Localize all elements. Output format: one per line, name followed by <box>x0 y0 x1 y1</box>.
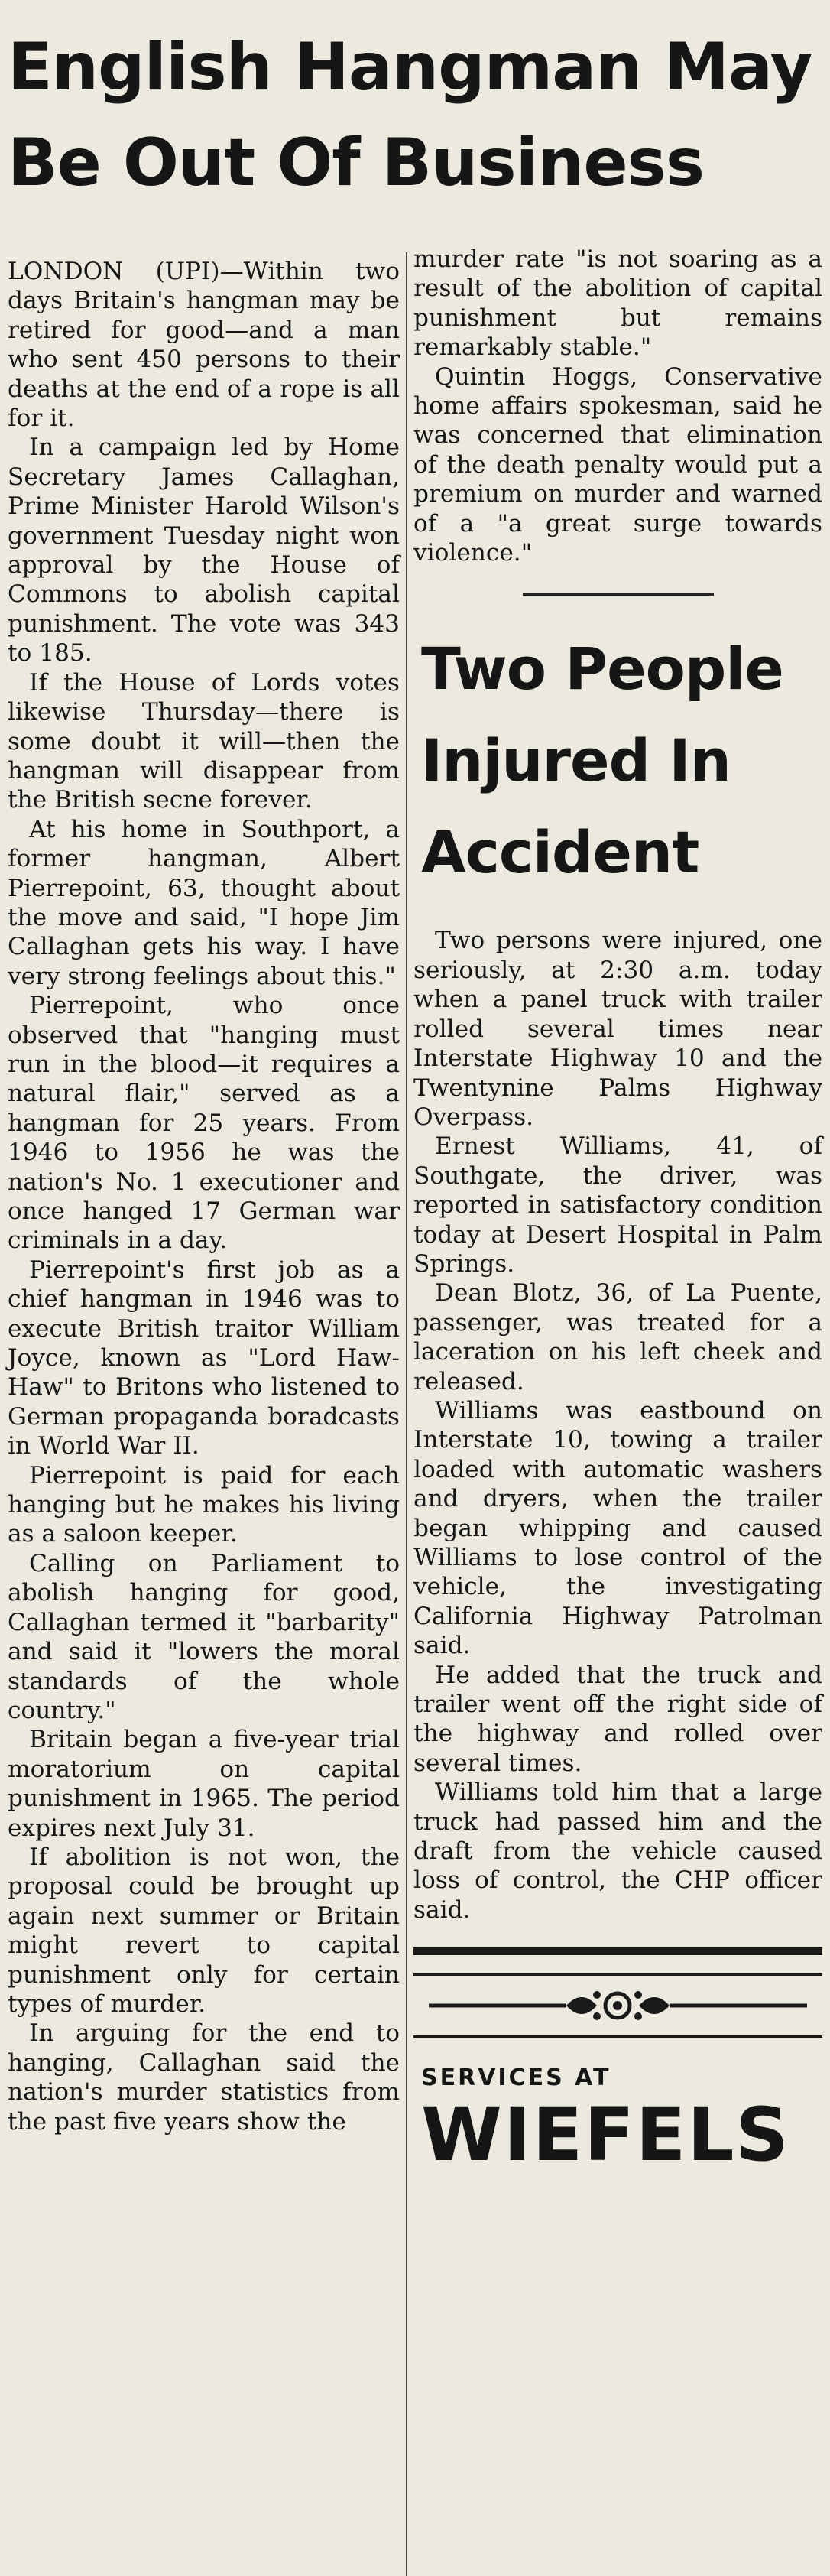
accident-paragraph: Ernest Williams, 41, of Southgate, the driver, was reported in satisfactory condition today at Desert Hospital in Palm Springs. <box>413 1132 822 1278</box>
headline-line-1: English Hangman May <box>8 29 812 106</box>
headline-line-2: Be Out Of Business <box>8 125 705 201</box>
article-paragraph: In arguing for the end to hanging, Callaghan said the nation's murder statistics from the past five years show the <box>8 2019 400 2136</box>
accident-paragraph: Williams told him that a large truck had passed him and the draft from the vehicle caused loss of control, the CHP officer said. <box>413 1779 822 1924</box>
article-paragraph: Pierrepoint is paid for each hanging but he makes his living as a saloon keeper. <box>8 1461 400 1548</box>
article-paragraph: Britain began a five-year trial moratorium on capital punishment in 1965. The period expires next July 31. <box>8 1726 400 1842</box>
article-paragraph: If abolition is not won, the proposal could be brought up again next summer or Britain might revert to capital punishment only for certain types of murder. <box>8 1843 400 2018</box>
article-paragraph: Pierrepoint, who once observed that "hanging must run in the blood—it requires a natural flair," served as a hangman for 25 years. From 1946 to 1956 he was the nation's No. 1 executioner and once hanged 17 German war criminals in a day. <box>8 992 400 1255</box>
article-paragraph: Quintin Hoggs, Conservative home affairs spokesman, said he was concerned that elimination of the death penalty would put a premium on murder and warned of a "a great surge towards violence." <box>413 362 822 567</box>
left-column <box>8 257 400 2136</box>
article-paragraph: If the House of Lords votes likewise Thursday—there is some doubt it will—then the hangman will disappear from the British secne forever. <box>8 668 400 814</box>
accident-headline <box>421 623 822 898</box>
article-paragraph: LONDON (UPI)—Within two days Britain's hangman may be retired for good—and a man who sent 450 persons to their deaths at the end of a rope is all for it. <box>8 258 400 433</box>
advert-services-label: SERVICES AT <box>421 2064 611 2092</box>
accident-paragraph: Williams was eastbound on Interstate 10, towing a trailer loaded with automatic washers and dryers, when the trailer began whipping and caused Williams to lose control of the vehicle, the investigating California Highway Patrolman said. <box>413 1396 822 1660</box>
advert-brand-name: WIEFELS <box>421 2091 790 2178</box>
article-paragraph: Pierrepoint's first job as a chief hangman in 1946 was to execute British traitor William Joyce, known as "Lord Haw-Haw" to Britons who listened to German propaganda boradcasts in World War II. <box>8 1256 400 1460</box>
article-paragraph: murder rate "is not soaring as a result of the abolition of capital punishment but remains remarkably stable." <box>413 245 822 362</box>
article-paragraph: In a campaign led by Home Secretary James Callaghan, Prime Minister Harold Wilson's government Tuesday night won approval by the House of Commons to abolish capital punishment. The vote was 343 to 185. <box>8 434 400 668</box>
accident-headline-line-3: Accident <box>421 818 699 887</box>
accident-headline-line-1: Two People <box>421 635 783 703</box>
right-column <box>413 245 822 2178</box>
advert-thin-rule-bottom <box>413 2035 822 2038</box>
article-headline <box>8 20 825 211</box>
accident-paragraph: He added that the truck and trailer went off the right side of the highway and rolled over several times. <box>413 1661 822 1777</box>
article-paragraph: At his home in Southport, a former hangman, Albert Pierrepoint, 63, thought about the move and said, "I hope Jim Callaghan gets his way. I have very strong feelings about this." <box>8 815 400 990</box>
advert-top-rule <box>413 1947 822 1955</box>
accident-paragraph: Dean Blotz, 36, of La Puente, passenger, was treated for a laceration on his left cheek and released. <box>413 1279 822 1395</box>
accident-paragraph: Two persons were injured, one seriously, at 2:30 a.m. today when a panel truck with trailer rolled several times near Interstate Highway 10 and the Twentynine Palms Highway Overpass. <box>413 927 822 1131</box>
accident-headline-line-2: Injured In <box>421 726 731 795</box>
column-divider <box>406 252 407 2576</box>
article-paragraph: Calling on Parliament to abolish hanging for good, Callaghan termed it "barbarity" and said it "lowers the moral standards of the whole country." <box>8 1549 400 1724</box>
ornament-divider-icon <box>413 1976 822 2035</box>
article-separator <box>523 593 714 596</box>
